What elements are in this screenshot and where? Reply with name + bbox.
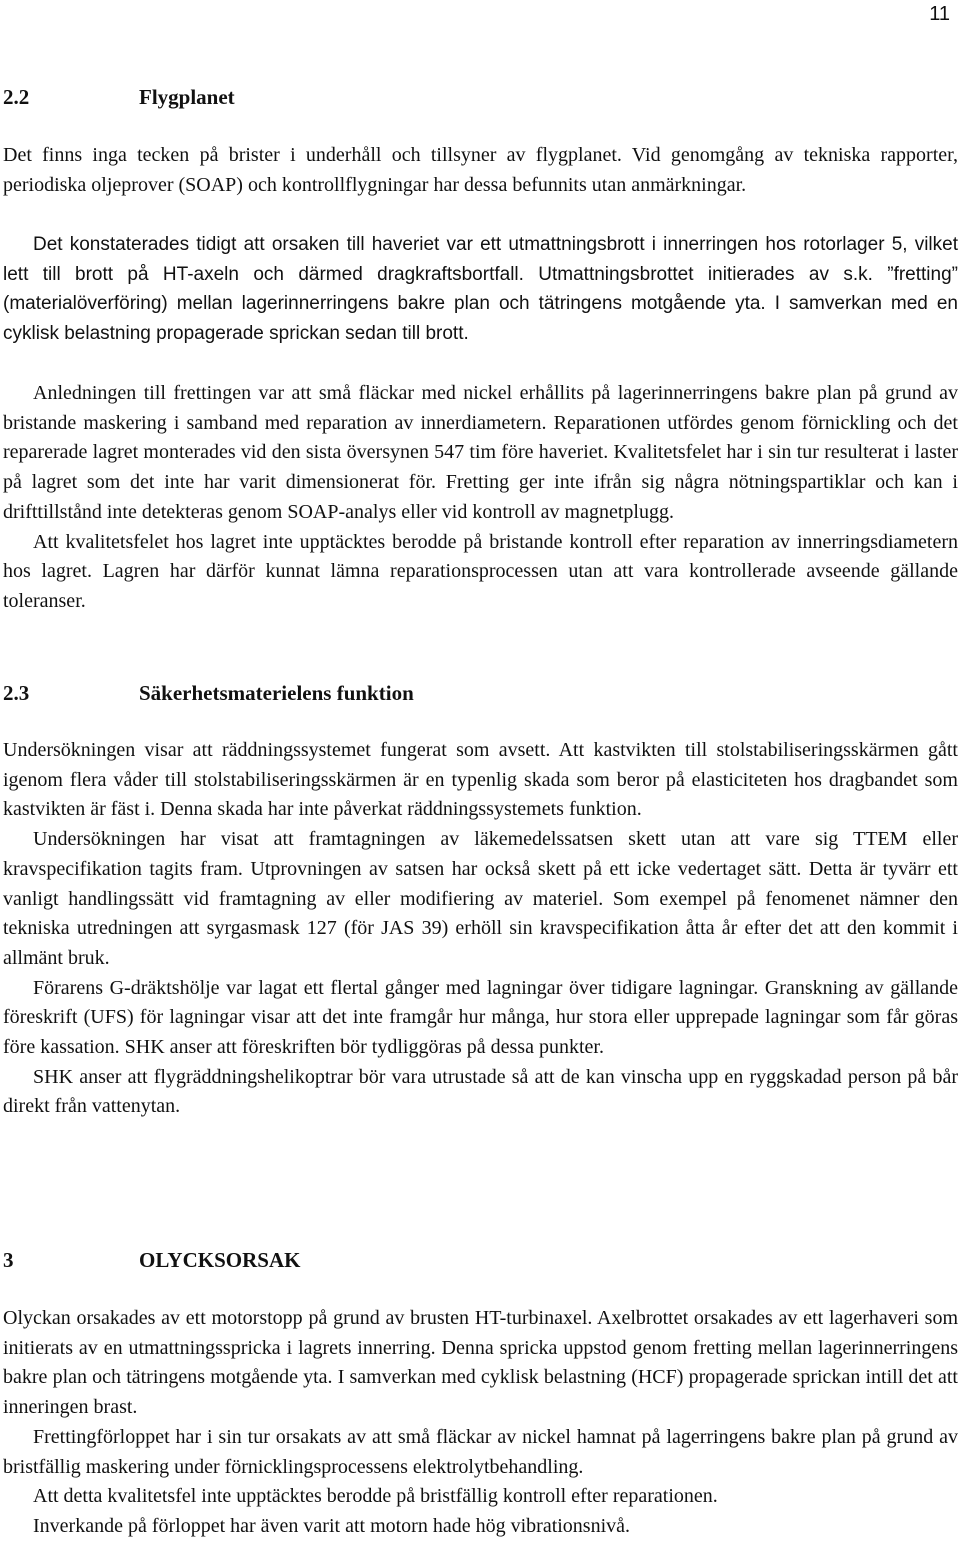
section-2-3-body: [3, 736, 958, 1122]
paragraph: Inverkande på förloppet har även varit att motorn hade hög vibrationsnivå.: [33, 1514, 631, 1537]
section-2-2-para-3-4: [3, 379, 958, 617]
paragraph: Anledningen till frettingen var att små fläckar med nickel erhållits på lagerinnerringens bakre plan på grund av bristande maskering i samband med reparation av innerdiametern. Reparationen utfördes genom förnickling och det reparerade lagret monterades vid den sista översynen 547 tim före haveriet. Kvalitetsfelet har i sin tur resulterat i laster på lagret som det inte har varit dimensionerat för. Fretting ger inte ifrån sig några nötningspartiklar och kan i drifttillstånd inte detekteras genom SOAP-analys eller vid kontroll av magnetplugg.: [3, 382, 958, 523]
section-title: OLYCKSORSAK: [139, 1248, 301, 1272]
section-heading-3: [3, 1247, 300, 1273]
paragraph: SHK anser att flygräddningshelikoptrar bör vara utrustade så att de kan vinscha upp en ryggskadad person på bår direkt från vattenytan.: [3, 1065, 958, 1118]
section-2-2-para-2: [3, 230, 958, 349]
paragraph: Undersökningen visar att räddningssystemet fungerat som avsett. Att kastvikten till stolstabiliseringsskärmen gått igenom flera våder till stolstabiliseringsskärmen är en typenlig skada som beror på elasticiteten hos dragbandet som kastvikten är fäst i. Denna skada har inte påverkat räddningssystemets funktion.: [3, 739, 958, 821]
paragraph: Förarens G-dräktshölje var lagat ett flertal gånger med lagningar över tidigare lagningar. Granskning av gällande föreskrift (UFS) för lagningar visar att det inte framgår hur många, hur stora eller upprepade lagningar som får göras före kassation. SHK anser att föreskriften bör tydliggöras på dessa punkter.: [3, 976, 958, 1059]
paragraph: Det konstaterades tidigt att orsaken till haveriet var ett utmattningsbrott i innerringen hos rotorlager 5, vilket lett till brott på HT-axeln och därmed dragkraftsbortfall. Utmattningsbrottet initierades av s.k. ”fretting” (materialöverföring) mellan lagerinnerringens bakre plan och tätringens motgående yta. I samverkan med en cyklisk belastning propagerade sprickan sedan till brott.: [3, 234, 958, 345]
section-3-body: [3, 1304, 958, 1542]
section-number: 2.3: [3, 681, 30, 705]
paragraph: Att detta kvalitetsfel inte upptäcktes berodde på bristfällig kontroll efter reparationen.: [33, 1485, 718, 1508]
paragraph: Det finns inga tecken på brister i underhåll och tillsyner av flygplanet. Vid genomgång av tekniska rapporter, periodiska oljeprover (SOAP) och kontrollflygningar har dessa befunnits utan anmärkningar.: [3, 144, 958, 196]
section-heading-2-2: [3, 84, 235, 110]
section-title: Säkerhetsmaterielens funktion: [139, 681, 414, 705]
paragraph: Undersökningen har visat att framtagningen av läkemedelssatsen skett utan att vare sig TTEM eller kravspecifikation tagits fram. Utprovningen av satsen har också skett på ett icke vedertaget sätt. Detta är tyvärr ett vanligt handlingssätt vid framtagning av eller modifiering av materiel. Som exempel på fenomenet nämner den tekniska utredningen att syrgasmask 127 (för JAS 39) erhöll sin kravspecifikation åtta år efter det att den kommit i allmänt bruk.: [3, 828, 958, 969]
paragraph: Frettingförloppet har i sin tur orsakats av att små fläckar av nickel hamnat på lagerringens bakre plan på grund av bristfällig maskering under förnicklingsprocessens elektrolytbehandling.: [3, 1425, 958, 1478]
section-2-2-para-1: [3, 141, 958, 200]
section-heading-2-3: [3, 680, 414, 706]
page-number: 11: [929, 3, 950, 25]
section-number: 2.2: [3, 85, 30, 109]
section-title: Flygplanet: [139, 85, 235, 109]
paragraph: Att kvalitetsfelet hos lagret inte upptäcktes berodde på bristande kontroll efter reparation av innerringsdiametern hos lagret. Lagren har därför kunnat lämna reparationsprocessen utan att vara kontrollerade avseende gällande toleranser.: [3, 530, 958, 612]
section-number: 3: [3, 1248, 14, 1272]
paragraph: Olyckan orsakades av ett motorstopp på grund av brusten HT-turbinaxel. Axelbrottet orsakades av ett lagerhaveri som initierats av en utmattningsspricka i lagrets innerring. Denna spricka uppstod genom fretting mellan lagerinnerringens bakre plan och tätringens motgående yta. I samverkan med cyklisk belastning (HCF) propagerade sprickan intill det att inneringen brast.: [3, 1307, 958, 1419]
